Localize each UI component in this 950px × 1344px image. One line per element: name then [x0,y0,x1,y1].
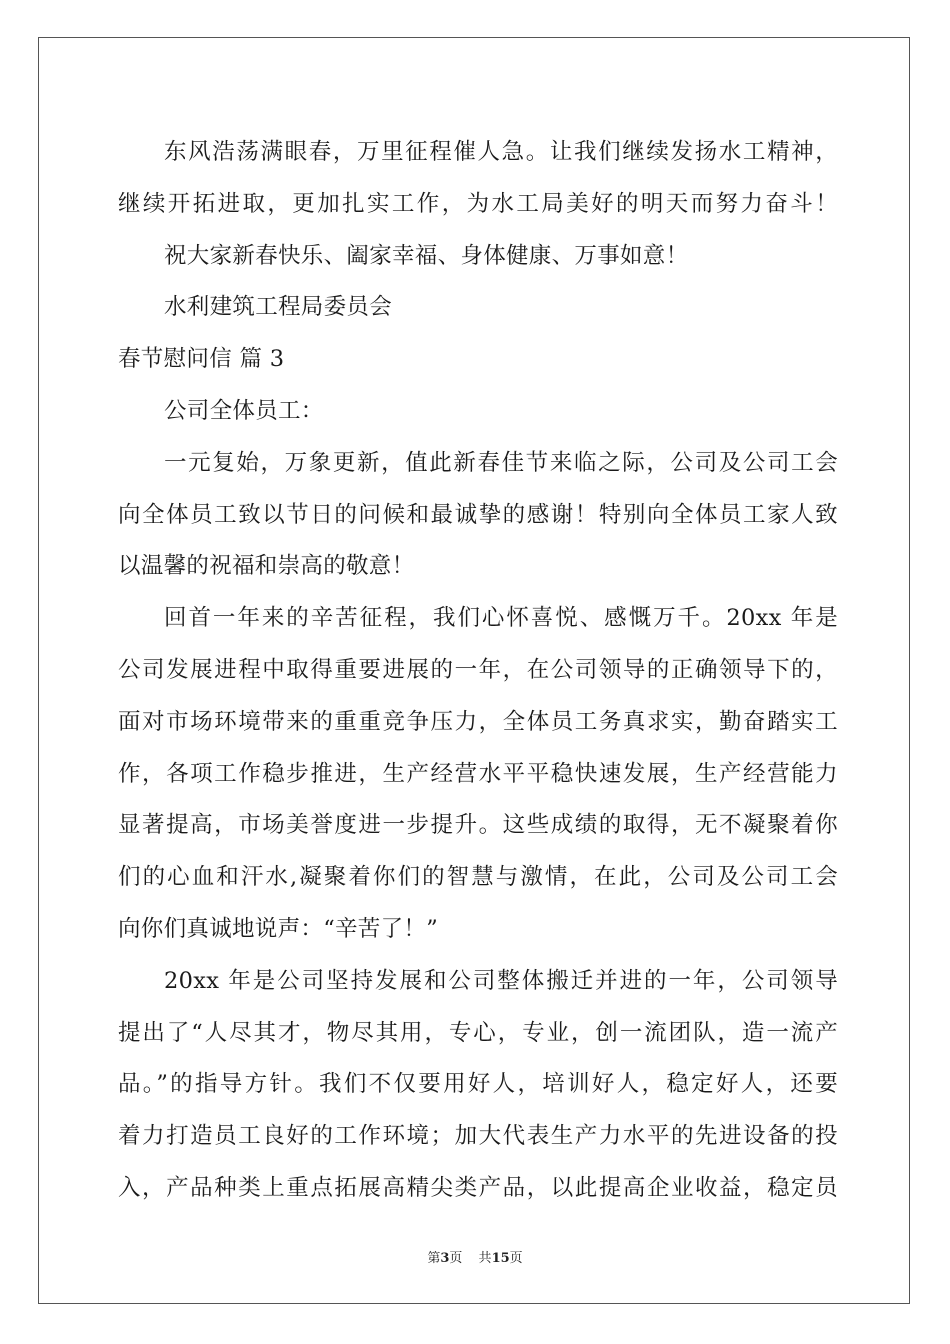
paragraph-line: 面对市场环境带来的重重竞争压力，全体员工务真求实，勤奋踏实工 [118,708,838,735]
total-indicator [479,1251,523,1266]
paragraph-line: 显著提高，市场美誉度进一步提升。这些成绩的取得，无不凝聚着你 [118,812,838,839]
page-footer [0,1247,950,1266]
paragraph-line: 东风浩荡满眼春，万里征程催人急。让我们继续发扬水工精神， [164,139,838,165]
page-number: 3 [440,1251,450,1266]
paragraph-line: 20xx 年是公司坚持发展和公司整体搬迁并进的一年，公司领导 [164,967,838,994]
paragraph-line: 提出了“人尽其才，物尽其用，专心，专业，创一流团队，造一流产 [118,1019,838,1046]
paragraph-line: 作，各项工作稳步推进，生产经营水平平稳快速发展，生产经营能力 [118,760,838,787]
page-suffix: 页 [449,1251,463,1266]
paragraph-line: 一元复始，万象更新，值此新春佳节来临之际，公司及公司工会 [164,449,838,476]
total-suffix: 页 [509,1251,523,1266]
salutation: 公司全体员工： [164,397,324,424]
paragraph-line: 继续开拓进取，更加扎实工作，为水工局美好的明天而努力奋斗！ [118,190,838,217]
paragraph-line: 祝大家新春快乐、阖家幸福、身体健康、万事如意！ [164,242,689,269]
paragraph-line: 向你们真诚地说声：“辛苦了！” [118,915,439,942]
paragraph-line: 着力打造员工良好的工作环境；加大代表生产力水平的先进设备的投 [118,1123,838,1150]
page-indicator [427,1251,462,1266]
paragraph-line: 入，产品种类上重点拓展高精尖类产品，以此提高企业收益，稳定员 [118,1174,838,1201]
page-prefix: 第 [427,1251,441,1266]
paragraph-line: 品。”的指导方针。我们不仅要用好人，培训好人，稳定好人，还要 [118,1071,838,1098]
total-prefix: 共 [478,1251,492,1266]
paragraph-line: 以温馨的祝福和崇高的敬意！ [118,553,415,580]
paragraph-line: 们的心血和汗水,凝聚着你们的智慧与激情，在此，公司及公司工会 [118,864,838,891]
paragraph-line: 公司发展进程中取得重要进展的一年，在公司领导的正确领导下的， [118,656,838,683]
section-heading: 春节慰问信 篇 3 [118,346,285,373]
paragraph-line: 回首一年来的辛苦征程，我们心怀喜悦、感慨万千。20xx 年是 [164,605,838,632]
paragraph-line: 向全体员工致以节日的问候和最诚挚的感谢！特别向全体员工家人致 [118,501,838,528]
document-body [118,127,838,1215]
signature-line: 水利建筑工程局委员会 [164,294,393,321]
total-pages: 15 [491,1251,510,1266]
